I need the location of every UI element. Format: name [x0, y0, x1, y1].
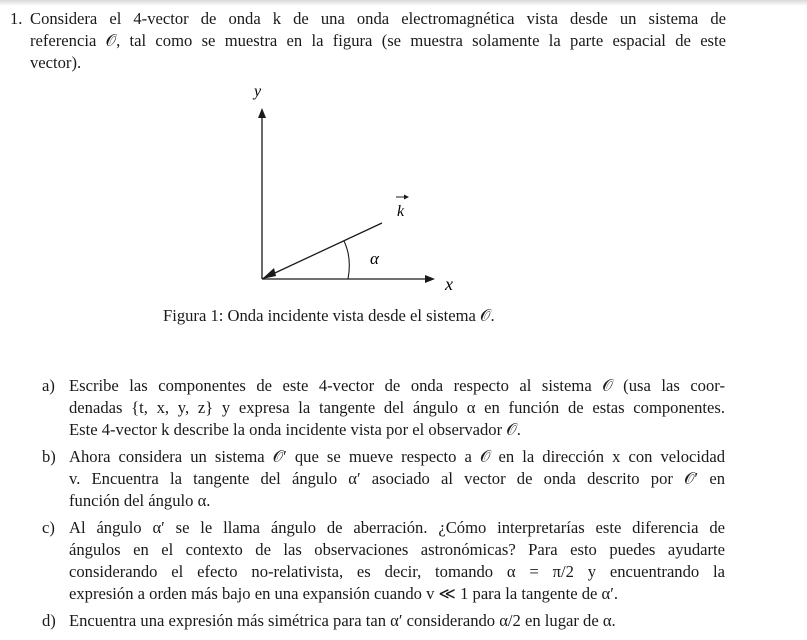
problem-intro: [30, 8, 726, 74]
intro-line: Considera el 4-vector de onda k de una onda electromagnética vista desde un sistema de: [30, 9, 726, 28]
question-line: ángulos en el contexto de las observaciones astronómicas? Para esto puedes ayudarte: [69, 540, 725, 559]
question-line: Este 4-vector k describe la onda incidente vista por el observador 𝒪.: [69, 420, 521, 439]
question-line: Al ángulo α′ se le llama ángulo de aberración. ¿Cómo interpretarías este diferencia de: [69, 518, 725, 537]
angle-alpha-label: α: [370, 249, 379, 268]
wave-vector-line: [262, 223, 382, 279]
vector-arrow-accent-head: [404, 195, 409, 200]
wave-vector-diagram: [160, 80, 640, 335]
question-label: a): [42, 376, 55, 395]
question-label: d): [42, 611, 56, 630]
question-line: considerando el efecto no-relativista, es decir, tomando α = π/2 y encuentrando la: [69, 562, 725, 581]
problem-number: 1.: [10, 9, 23, 28]
question-item-a: [42, 375, 732, 441]
question-line: Encuentra una expresión más simétrica para tan α′ considerando α/2 en lugar de α.: [69, 611, 616, 630]
angle-arc: [344, 241, 349, 279]
question-list: [42, 375, 732, 637]
question-line: expresión a orden más bajo en una expansión cuando v ≪ 1 para la tangente de α′.: [69, 584, 618, 603]
question-line: Ahora considera un sistema 𝒪′ que se mueve respecto a 𝒪 en la dirección x con velocidad: [69, 447, 725, 466]
figure-wave-vector: [160, 80, 640, 335]
x-axis-label: x: [445, 274, 453, 294]
question-item-d: [42, 610, 732, 632]
problem-statement: [10, 8, 800, 74]
question-item-c: [42, 517, 732, 605]
question-label: b): [42, 447, 56, 466]
origin-arrowhead: [262, 268, 276, 279]
question-line: Escribe las componentes de este 4-vector de onda respecto al sistema 𝒪 (usa las coor-: [69, 376, 725, 395]
question-line: v. Encuentra la tangente del ángulo α′ asociado al vector de onda descrito por 𝒪′ en: [69, 469, 725, 488]
figure-caption: Figura 1: Onda incidente vista desde el sistema 𝒪.: [163, 306, 495, 325]
question-line: función del ángulo α.: [69, 491, 211, 510]
intro-line: referencia 𝒪, tal como se muestra en la figura (se muestra solamente la parte espacial de este: [30, 31, 726, 50]
y-axis-arrowhead: [258, 108, 266, 118]
vector-k-label: k: [397, 203, 405, 220]
intro-line: vector).: [30, 53, 82, 72]
x-axis-arrowhead: [425, 275, 435, 283]
question-item-b: [42, 446, 732, 512]
y-axis-label: y: [254, 83, 262, 100]
question-line: denadas {t, x, y, z} y expresa la tangente del ángulo α en función de estas componentes.: [69, 398, 725, 417]
page-top-shadow: [0, 0, 807, 6]
question-label: c): [42, 518, 55, 537]
